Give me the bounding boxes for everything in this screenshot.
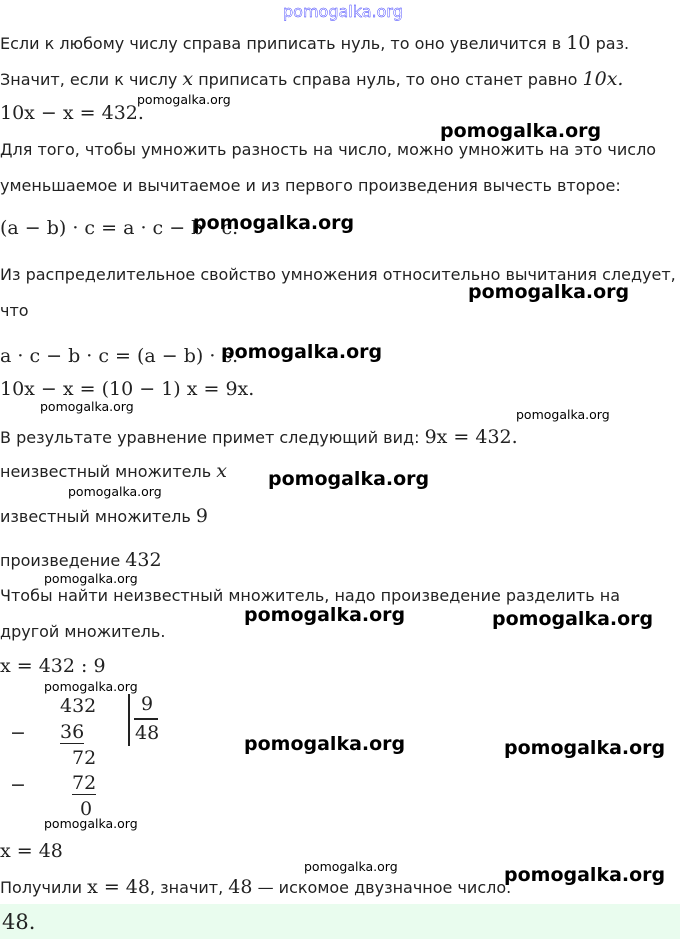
paragraph-9 [0, 506, 208, 527]
division-minus-2: − [10, 774, 26, 796]
division-bar-vertical [128, 694, 130, 746]
p1-tail: раз. [595, 34, 630, 53]
division-remainder-2: 0 [80, 798, 93, 820]
p8-val: x [216, 460, 227, 482]
watermark-big: pomogalka.org [504, 737, 666, 759]
p2-expr: 10x. [582, 68, 624, 90]
watermark-small: pomogalka.org [516, 407, 610, 422]
watermark-small: pomogalka.org [304, 859, 398, 874]
equation-3: a · c − b · c = (a − b) · c. [0, 345, 239, 367]
equation-5: x = 432 : 9 [0, 655, 106, 677]
answer-box [0, 904, 680, 939]
watermark-big: pomogalka.org [468, 281, 630, 303]
equation-4: 10x − x = (10 − 1) x = 9x. [0, 378, 255, 400]
p2-var: x [182, 68, 194, 90]
division-minus-1: − [10, 722, 26, 744]
watermark-big: pomogalka.org [193, 212, 355, 234]
watermark-small: pomogalka.org [137, 92, 231, 107]
equation-2: (a − b) · c = a · c − b · c. [0, 217, 239, 239]
watermark-top: pomogalka.org [283, 2, 403, 21]
division-bar-horizontal [134, 718, 158, 720]
watermark-big: pomogalka.org [492, 608, 654, 630]
p10-text: произведение [0, 551, 121, 570]
answer-value: 48. [2, 910, 36, 934]
p7-expr: 9x = 432. [424, 426, 518, 448]
watermark-big: pomogalka.org [221, 341, 383, 363]
p13-d: 48 [228, 876, 253, 898]
watermark-big: pomogalka.org [244, 604, 406, 626]
paragraph-13 [0, 877, 511, 898]
equation-6: x = 48 [0, 840, 63, 862]
watermark-big: pomogalka.org [244, 733, 406, 755]
p2-mid: приписать справа нуль, то оно станет равно [198, 70, 578, 89]
paragraph-2 [0, 69, 623, 90]
watermark-small: pomogalka.org [40, 399, 134, 414]
division-remainder-1: 72 [72, 747, 97, 769]
p13-b: x = 48 [87, 876, 150, 898]
watermark-small: pomogalka.org [44, 816, 138, 831]
p8-text: неизвестный множитель [0, 462, 212, 481]
p7-text: В результате уравнение примет следующий вид: [0, 428, 420, 447]
watermark-small: pomogalka.org [44, 679, 138, 694]
watermark-small: pomogalka.org [44, 571, 138, 586]
paragraph-11: Чтобы найти неизвестный множитель, надо произведение разделить на [0, 586, 621, 605]
p10-val: 432 [125, 549, 162, 571]
p2-text: Значит, если к числу [0, 70, 178, 89]
watermark-big: pomogalka.org [504, 864, 666, 886]
watermark-big: pomogalka.org [440, 120, 602, 142]
division-subtrahend-2: 72 [72, 772, 97, 794]
p9-text: известный множитель [0, 507, 191, 526]
paragraph-3: Для того, чтобы умножить разность на число, можно умножить на это число [0, 140, 657, 159]
paragraph-10 [0, 550, 162, 571]
division-divisor: 9 [141, 693, 154, 715]
watermark-big: pomogalka.org [268, 468, 430, 490]
paragraph-4: уменьшаемое и вычитаемое и из первого произведения вычесть второе: [0, 176, 621, 195]
p1-num: 10 [566, 32, 591, 54]
paragraph-6: что [0, 301, 29, 320]
p13-a: Получили [0, 878, 82, 897]
division-subtrahend-1: 36 [60, 721, 85, 743]
p13-e: — искомое двузначное число. [257, 878, 512, 897]
equation-1: 10x − x = 432. [0, 102, 144, 124]
paragraph-8 [0, 461, 227, 482]
watermark-small: pomogalka.org [68, 484, 162, 499]
paragraph-5: Из распределительное свойство умножения относительно вычитания следует, [0, 265, 676, 284]
p1-text: Если к любому числу справа приписать нуль, то оно увеличится в [0, 34, 562, 53]
p9-val: 9 [195, 505, 209, 527]
paragraph-12: другой множитель. [0, 622, 166, 641]
p13-c: , значит, [150, 878, 224, 897]
paragraph-1 [0, 33, 629, 54]
division-quotient: 48 [135, 722, 160, 744]
paragraph-7 [0, 427, 518, 448]
division-dividend: 432 [60, 695, 97, 717]
